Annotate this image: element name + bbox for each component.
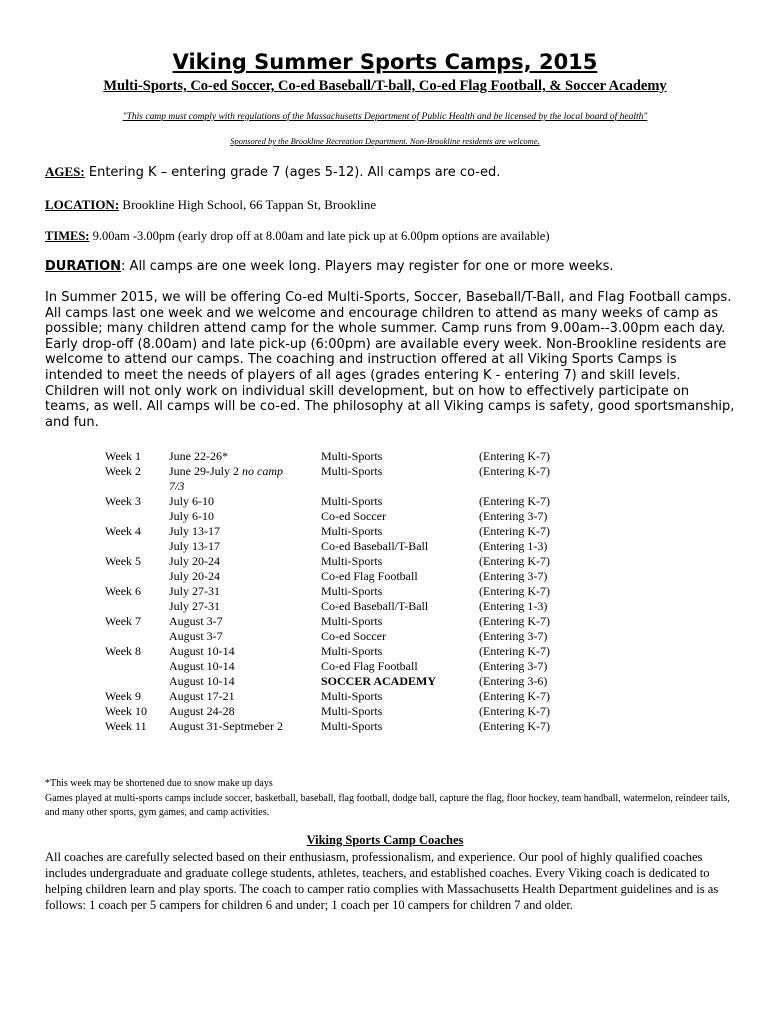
coaches-paragraph: All coaches are carefully selected based on their enthusiasm, professionalism, and experience. Our pool of highly qualified coaches includes undergraduate and graduate college students, athletes, teachers, and established coaches. Every Viking coach is dedicated to helping children learn and play sports. The coach to camper ratio complies with Massachusetts Health Department guidelines and is as follows: 1 coach per 5 campers for children 6 and under; 1 coach per 10 campers for children 7 and older. xyxy=(45,850,719,912)
schedule-camp: Multi-Sports xyxy=(321,449,383,463)
schedule-camp: Co-ed Soccer xyxy=(321,629,386,643)
schedule-camp: Multi-Sports xyxy=(321,689,383,703)
schedule-camp: Multi-Sports xyxy=(321,644,383,658)
schedule-camp: Co-ed Flag Football xyxy=(321,659,418,673)
schedule-camp xyxy=(321,479,479,494)
schedule-date-text: July 13-17 xyxy=(169,524,220,538)
ages-line xyxy=(45,164,735,180)
schedule-date xyxy=(169,614,321,629)
schedule-row xyxy=(105,644,599,659)
schedule-week: Week 1 xyxy=(105,449,142,463)
schedule-ages: (Entering K-7) xyxy=(479,719,550,733)
duration-text: : All camps are one week long. Players may register for one or more weeks. xyxy=(121,259,614,274)
schedule-date-text: August 10-14 xyxy=(169,674,235,688)
document-title: Viking Summer Sports Camps, 2015 xyxy=(172,50,598,74)
schedule-date-text: August 10-14 xyxy=(169,659,235,673)
schedule-date xyxy=(169,449,321,464)
schedule-date xyxy=(169,509,321,524)
schedule-row xyxy=(105,449,599,464)
schedule-row xyxy=(105,674,599,689)
schedule-date-text: June 22-26* xyxy=(169,449,228,463)
schedule-date-text: July 20-24 xyxy=(169,569,220,583)
schedule-date xyxy=(169,629,321,644)
duration-line xyxy=(45,259,735,274)
schedule-date-text: August 3-7 xyxy=(169,614,223,628)
sponsor-note: Sponsored by the Brookline Recreation Department. Non-Brookline residents are welcome. xyxy=(230,136,540,146)
schedule-row xyxy=(105,689,599,704)
schedule-date-text: August 17-21 xyxy=(169,689,235,703)
schedule-ages: (Entering 1-3) xyxy=(479,599,548,613)
schedule-camp: Multi-Sports xyxy=(321,524,383,538)
coaches-heading: Viking Sports Camp Coaches xyxy=(306,833,464,847)
schedule-ages: (Entering K-7) xyxy=(479,704,550,718)
schedule-camp: Multi-Sports xyxy=(321,464,383,478)
schedule-date xyxy=(169,704,321,719)
schedule-date xyxy=(169,584,321,599)
schedule-date-text: August 31-Septmeber 2 xyxy=(169,719,283,733)
schedule-week: Week 2 xyxy=(105,464,142,478)
schedule-ages: (Entering 3-7) xyxy=(479,569,548,583)
schedule-week xyxy=(105,509,169,524)
schedule-row xyxy=(105,539,599,554)
schedule-row xyxy=(105,659,599,674)
schedule-row xyxy=(105,554,599,569)
schedule-week: Week 7 xyxy=(105,614,142,628)
schedule-week: Week 8 xyxy=(105,644,142,658)
schedule-ages: (Entering K-7) xyxy=(479,464,550,478)
schedule-ages: (Entering K-7) xyxy=(479,689,550,703)
schedule-ages: (Entering K-7) xyxy=(479,584,550,598)
schedule-ages: (Entering K-7) xyxy=(479,524,550,538)
schedule-row xyxy=(105,494,599,509)
times-line xyxy=(45,229,735,244)
schedule-week: Week 10 xyxy=(105,704,148,718)
schedule-date xyxy=(169,659,321,674)
schedule-week: Week 6 xyxy=(105,584,142,598)
schedule-camp: Co-ed Flag Football xyxy=(321,569,418,583)
times-text: 9.00am -3.00pm (early drop off at 8.00am and late pick up at 6.00pm options are available) xyxy=(89,229,550,243)
location-line xyxy=(45,197,735,213)
schedule-camp: Multi-Sports xyxy=(321,584,383,598)
schedule-row xyxy=(105,464,599,479)
schedule-date-note: no camp xyxy=(242,464,283,478)
ages-label: AGES: xyxy=(45,164,85,179)
schedule-date-text: July 27-31 xyxy=(169,584,220,598)
schedule-date xyxy=(169,539,321,554)
location-text: Brookline High School, 66 Tappan St, Brookline xyxy=(119,197,377,212)
schedule-camp: Multi-Sports xyxy=(321,719,383,733)
schedule-date-text: July 13-17 xyxy=(169,539,220,553)
schedule-week: Week 4 xyxy=(105,524,142,538)
schedule-date xyxy=(169,644,321,659)
schedule-date-text: July 27-31 xyxy=(169,599,220,613)
schedule-ages: (Entering 3-7) xyxy=(479,659,548,673)
location-label: LOCATION: xyxy=(45,197,120,212)
schedule-camp: Multi-Sports xyxy=(321,494,383,508)
schedule-ages: (Entering K-7) xyxy=(479,644,550,658)
schedule-date-text: August 10-14 xyxy=(169,644,235,658)
times-label: TIMES: xyxy=(45,229,90,243)
schedule-date xyxy=(169,599,321,614)
games-footnote: Games played at multi-sports camps include soccer, basketball, baseball, flag football, dodge ball, capture the flag, floor hockey, team handball, watermelon, reindeer tails, and many other sports, gym games, and camp activities. xyxy=(45,792,730,818)
schedule-camp: Co-ed Baseball/T-Ball xyxy=(321,599,429,613)
schedule-week: Week 3 xyxy=(105,494,142,508)
schedule-date-text: August 3-7 xyxy=(169,629,223,643)
schedule-date xyxy=(169,524,321,539)
intro-paragraph: In Summer 2015, we will be offering Co-ed Multi-Sports, Soccer, Baseball/T-Ball, and Flag Football camps. All camps last one week and we welcome and encourage children to attend as many weeks of camp as possible; many children attend camp for the whole summer. Camp runs from 9.00am--3.00pm each day. Early drop-off (8.00am) and late pick-up (6:00pm) are available every week. Non-Brookline residents are welcome to attend our camps. The coaching and instruction offered at all Viking Sports Camps is intended to meet the needs of players of all ages (grades entering K - entering 7) and skill levels. Children will not only work on individual skill development, but on how to effectively participate on teams, as well. All camps will be co-ed. The philosophy at all Viking camps is safety, good sportsmanship, and fun. xyxy=(45,290,735,430)
schedule-week xyxy=(105,479,169,494)
schedule-ages: (Entering 3-7) xyxy=(479,509,548,523)
schedule-ages: (Entering 3-6) xyxy=(479,674,548,688)
schedule-ages xyxy=(479,479,599,494)
ages-text: Entering K – entering grade 7 (ages 5-12). All camps are co-ed. xyxy=(84,165,501,180)
schedule-date xyxy=(169,674,321,689)
schedule-week xyxy=(105,659,169,674)
schedule-row xyxy=(105,614,599,629)
schedule-row xyxy=(105,584,599,599)
snow-footnote: *This week may be shortened due to snow make up days xyxy=(45,778,273,789)
schedule-row xyxy=(105,719,599,734)
schedule-date xyxy=(169,689,321,704)
schedule-ages: (Entering K-7) xyxy=(479,554,550,568)
schedule-week xyxy=(105,539,169,554)
schedule-date-text: August 24-28 xyxy=(169,704,235,718)
schedule-camp: Multi-Sports xyxy=(321,704,383,718)
schedule-table xyxy=(105,449,599,734)
document-subtitle: Multi-Sports, Co-ed Soccer, Co-ed Baseball/T-ball, Co-ed Flag Football, & Soccer Academy xyxy=(103,78,667,94)
schedule-week xyxy=(105,599,169,614)
schedule-ages: (Entering K-7) xyxy=(479,614,550,628)
schedule-date xyxy=(169,569,321,584)
schedule-week: Week 9 xyxy=(105,689,142,703)
schedule-date xyxy=(169,719,321,734)
schedule-week xyxy=(105,569,169,584)
schedule-row xyxy=(105,479,599,494)
schedule-week xyxy=(105,674,169,689)
schedule-ages: (Entering K-7) xyxy=(479,494,550,508)
schedule-date-text: July 20-24 xyxy=(169,554,220,568)
schedule-date-note: 7/3 xyxy=(169,479,185,493)
schedule-camp: Multi-Sports xyxy=(321,614,383,628)
duration-label: DURATION xyxy=(45,259,122,274)
schedule-row xyxy=(105,704,599,719)
schedule-week: Week 5 xyxy=(105,554,142,568)
schedule-date xyxy=(169,494,321,509)
schedule-camp: Multi-Sports xyxy=(321,554,383,568)
schedule-row xyxy=(105,629,599,644)
schedule-row xyxy=(105,569,599,584)
schedule-date-text: June 29-July 2 xyxy=(169,464,242,478)
schedule-date xyxy=(169,479,321,494)
schedule-row xyxy=(105,509,599,524)
schedule-camp: Co-ed Baseball/T-Ball xyxy=(321,539,429,553)
schedule-date xyxy=(169,554,321,569)
schedule-ages: (Entering 3-7) xyxy=(479,629,548,643)
schedule-ages: (Entering 1-3) xyxy=(479,539,548,553)
schedule-camp: SOCCER ACADEMY xyxy=(321,674,437,688)
schedule-row xyxy=(105,524,599,539)
schedule-row xyxy=(105,599,599,614)
schedule-week xyxy=(105,629,169,644)
compliance-note: "This camp must comply with regulations of the Massachusetts Department of Public Health and be licensed by the local board of health" xyxy=(122,112,648,122)
schedule-ages: (Entering K-7) xyxy=(479,449,550,463)
footnotes xyxy=(45,777,745,821)
schedule-date-text: July 6-10 xyxy=(169,494,214,508)
schedule-week: Week 11 xyxy=(105,719,147,733)
schedule-date xyxy=(169,464,321,479)
schedule-date-text: July 6-10 xyxy=(169,509,214,523)
schedule-camp: Co-ed Soccer xyxy=(321,509,386,523)
